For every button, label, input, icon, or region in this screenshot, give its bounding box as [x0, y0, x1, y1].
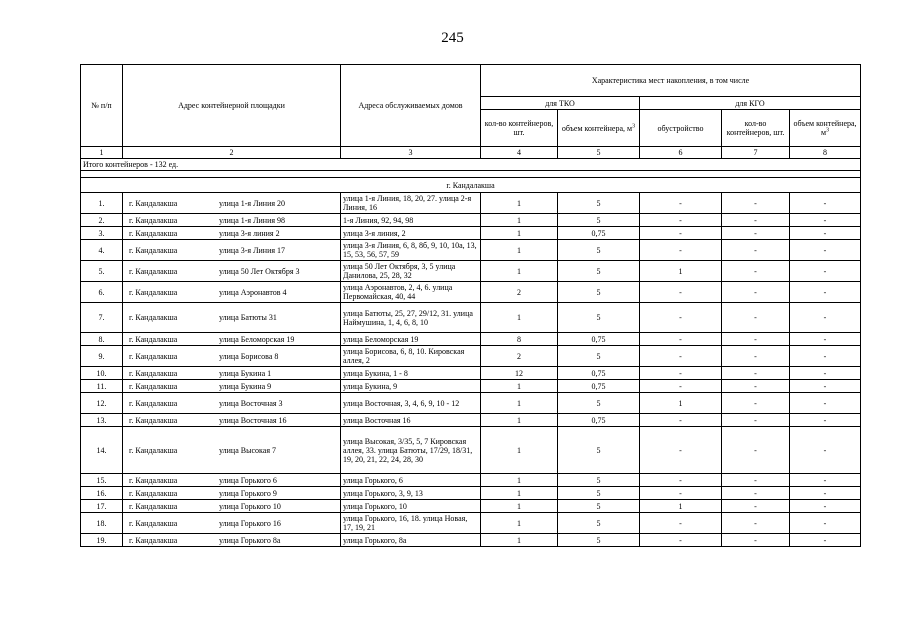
- site-city: г. Кандалакша: [129, 287, 178, 297]
- table-row: [81, 474, 861, 487]
- kgo-volume: -: [790, 534, 861, 547]
- site-city: г. Кандалакша: [129, 501, 178, 511]
- site-city: г. Кандалакша: [129, 398, 178, 408]
- kgo-setup: -: [640, 487, 722, 500]
- kgo-count: -: [722, 240, 790, 261]
- site-address: [123, 227, 341, 240]
- table-row: [81, 193, 861, 214]
- column-number: 4: [481, 147, 558, 159]
- kgo-count: -: [722, 513, 790, 534]
- row-number: 7.: [81, 303, 123, 333]
- table-row: [81, 333, 861, 346]
- tko-volume: 0,75: [558, 380, 640, 393]
- kgo-count: -: [722, 393, 790, 414]
- site-city: г. Кандалакша: [129, 334, 178, 344]
- site-street: улица Букина 1: [219, 368, 272, 378]
- kgo-setup: -: [640, 214, 722, 227]
- kgo-volume: -: [790, 227, 861, 240]
- header-row-1: [81, 65, 861, 97]
- tko-count: 1: [481, 261, 558, 282]
- row-number: 11.: [81, 380, 123, 393]
- table-row: [81, 261, 861, 282]
- kgo-count: -: [722, 534, 790, 547]
- site-city: г. Кандалакша: [129, 245, 178, 255]
- kgo-volume: -: [790, 346, 861, 367]
- tko-count: 1: [481, 487, 558, 500]
- table-row: [81, 414, 861, 427]
- served-houses: улица Высокая, 3/35, 5, 7 Кировская аллея, 33. улица Батюты, 17/29, 18/31, 19, 20, 21, 22, 24, 28, 30: [341, 427, 481, 474]
- table-row: [81, 227, 861, 240]
- served-houses: улица Горького, 6: [341, 474, 481, 487]
- total-row: [81, 159, 861, 171]
- site-street: улица Горького 9: [219, 488, 277, 498]
- site-city: г. Кандалакша: [129, 266, 178, 276]
- row-number: 5.: [81, 261, 123, 282]
- site-address: [123, 261, 341, 282]
- table-row: [81, 500, 861, 513]
- tko-volume: 5: [558, 487, 640, 500]
- kgo-count: -: [722, 193, 790, 214]
- site-address: [123, 346, 341, 367]
- tko-volume: 0,75: [558, 227, 640, 240]
- site-street: улица Горького 16: [219, 518, 281, 528]
- kgo-setup: 1: [640, 393, 722, 414]
- kgo-setup: -: [640, 474, 722, 487]
- column-number: 7: [722, 147, 790, 159]
- tko-count: 8: [481, 333, 558, 346]
- row-number: 12.: [81, 393, 123, 414]
- table-row: [81, 427, 861, 474]
- tko-count: 1: [481, 393, 558, 414]
- tko-count: 1: [481, 414, 558, 427]
- tko-count: 2: [481, 346, 558, 367]
- site-street: улица Беломорская 19: [219, 334, 295, 344]
- site-city: г. Кандалакша: [129, 313, 178, 322]
- site-street: улица Восточная 3: [219, 398, 283, 408]
- row-number: 14.: [81, 427, 123, 474]
- tko-volume: 5: [558, 534, 640, 547]
- site-address: [123, 303, 341, 333]
- table-row: [81, 346, 861, 367]
- header-kgo-volume-text: объем контейнера, м: [793, 119, 857, 137]
- tko-count: 1: [481, 380, 558, 393]
- tko-volume: 5: [558, 240, 640, 261]
- header-kgo-setup: обустройство: [640, 110, 722, 147]
- column-number: 3: [341, 147, 481, 159]
- header-col-site: Адрес контейнерной площадки: [123, 65, 341, 147]
- served-houses: улица Горького, 16, 18. улица Новая, 17, 19, 21: [341, 513, 481, 534]
- served-houses: улица Аэронавтов, 2, 4, 6. улица Первомайская, 40, 44: [341, 282, 481, 303]
- page-number: 245: [441, 30, 464, 46]
- served-houses: улица Батюты, 25, 27, 29/12, 31. улица Наймушина, 1, 4, 6, 8, 10: [341, 303, 481, 333]
- site-street: улица 1-я Линия 98: [219, 215, 286, 225]
- site-street: улица Горького 6: [219, 475, 277, 485]
- kgo-setup: -: [640, 380, 722, 393]
- kgo-setup: -: [640, 333, 722, 346]
- kgo-volume: -: [790, 214, 861, 227]
- tko-count: 1: [481, 227, 558, 240]
- kgo-count: -: [722, 227, 790, 240]
- kgo-count: -: [722, 282, 790, 303]
- kgo-setup: -: [640, 414, 722, 427]
- kgo-count: -: [722, 333, 790, 346]
- site-address: [123, 534, 341, 547]
- table-row: [81, 380, 861, 393]
- total-label: Итого контейнеров - 132 ед.: [81, 159, 861, 171]
- kgo-volume: -: [790, 513, 861, 534]
- kgo-count: -: [722, 414, 790, 427]
- header-characteristics: Характеристика мест накопления, в том числе: [481, 65, 861, 97]
- kgo-volume: -: [790, 414, 861, 427]
- tko-count: 1: [481, 534, 558, 547]
- row-number: 10.: [81, 367, 123, 380]
- kgo-volume: -: [790, 393, 861, 414]
- kgo-setup: -: [640, 427, 722, 474]
- table-row: [81, 513, 861, 534]
- header-tko-volume: [558, 110, 640, 147]
- city-section-label: г. Кандалакша: [81, 178, 861, 193]
- tko-volume: 5: [558, 513, 640, 534]
- served-houses: улица Горького, 8а: [341, 534, 481, 547]
- kgo-volume: -: [790, 427, 861, 474]
- served-houses: улица Горького, 10: [341, 500, 481, 513]
- site-street: улица Борисова 8: [219, 351, 279, 361]
- table-row: [81, 240, 861, 261]
- tko-count: 1: [481, 513, 558, 534]
- kgo-count: -: [722, 214, 790, 227]
- row-number: 3.: [81, 227, 123, 240]
- site-street: улица Высокая 7: [219, 445, 277, 455]
- site-city: г. Кандалакша: [129, 415, 178, 425]
- site-street: улица Горького 8а: [219, 535, 281, 545]
- column-number: 8: [790, 147, 861, 159]
- site-address: [123, 193, 341, 214]
- row-number: 18.: [81, 513, 123, 534]
- tko-volume: 5: [558, 214, 640, 227]
- served-houses: улица 50 Лет Октября, 3, 5 улица Данилова, 25, 28, 32: [341, 261, 481, 282]
- row-number: 13.: [81, 414, 123, 427]
- kgo-volume: -: [790, 303, 861, 333]
- kgo-setup: -: [640, 240, 722, 261]
- tko-count: 1: [481, 214, 558, 227]
- table-row: [81, 534, 861, 547]
- tko-volume: 0,75: [558, 414, 640, 427]
- tko-volume: 5: [558, 393, 640, 414]
- site-address: [123, 214, 341, 227]
- tko-volume: 5: [558, 500, 640, 513]
- tko-volume: 5: [558, 261, 640, 282]
- table-row: [81, 214, 861, 227]
- served-houses: 1-я Линия, 92, 94, 98: [341, 214, 481, 227]
- header-kgo-count: кол-во контейнеров, шт.: [722, 110, 790, 147]
- site-street: улица Батюты 31: [219, 313, 277, 322]
- served-houses: улица 3-я линия, 2: [341, 227, 481, 240]
- site-street: улица Горького 10: [219, 501, 281, 511]
- site-address: [123, 513, 341, 534]
- site-city: г. Кандалакша: [129, 368, 178, 378]
- kgo-volume: -: [790, 333, 861, 346]
- kgo-volume: -: [790, 240, 861, 261]
- row-number: 9.: [81, 346, 123, 367]
- header-tko-volume-text: объем контейнера, м: [561, 123, 633, 133]
- site-address: [123, 367, 341, 380]
- kgo-volume: -: [790, 380, 861, 393]
- column-number-row: [81, 147, 861, 159]
- site-city: г. Кандалакша: [129, 445, 178, 455]
- kgo-count: -: [722, 367, 790, 380]
- kgo-setup: -: [640, 227, 722, 240]
- tko-count: 2: [481, 282, 558, 303]
- kgo-volume: -: [790, 282, 861, 303]
- served-houses: улица Восточная, 3, 4, 6, 9, 10 - 12: [341, 393, 481, 414]
- row-number: 15.: [81, 474, 123, 487]
- header-kgo: для КГО: [640, 97, 861, 110]
- header-col-houses: Адреса обслуживаемых домов: [341, 65, 481, 147]
- site-street: улица Восточная 16: [219, 415, 287, 425]
- tko-count: 1: [481, 303, 558, 333]
- site-city: г. Кандалакша: [129, 518, 178, 528]
- kgo-setup: -: [640, 513, 722, 534]
- tko-volume: 5: [558, 193, 640, 214]
- served-houses: улица Горького, 3, 9, 13: [341, 487, 481, 500]
- served-houses: улица 1-я Линия, 18, 20, 27. улица 2-я Линия, 16: [341, 193, 481, 214]
- header-kgo-volume: [790, 110, 861, 147]
- tko-volume: 5: [558, 346, 640, 367]
- site-street: улица 1-я Линия 20: [219, 198, 286, 208]
- site-city: г. Кандалакша: [129, 351, 178, 361]
- kgo-setup: -: [640, 282, 722, 303]
- kgo-setup: -: [640, 303, 722, 333]
- column-number: 6: [640, 147, 722, 159]
- served-houses: улица Беломорская 19: [341, 333, 481, 346]
- site-city: г. Кандалакша: [129, 198, 178, 208]
- kgo-count: -: [722, 261, 790, 282]
- served-houses: улица Борисова, 6, 8, 10. Кировская аллея, 2: [341, 346, 481, 367]
- site-city: г. Кандалакша: [129, 488, 178, 498]
- table-row: [81, 303, 861, 333]
- row-number: 4.: [81, 240, 123, 261]
- site-city: г. Кандалакша: [129, 535, 178, 545]
- kgo-count: -: [722, 500, 790, 513]
- site-address: [123, 333, 341, 346]
- site-address: [123, 500, 341, 513]
- kgo-setup: -: [640, 367, 722, 380]
- site-street: улица Букина 9: [219, 381, 272, 391]
- tko-volume: 5: [558, 303, 640, 333]
- tko-volume: 5: [558, 427, 640, 474]
- kgo-count: -: [722, 346, 790, 367]
- site-city: г. Кандалакша: [129, 381, 178, 391]
- site-address: [123, 393, 341, 414]
- served-houses: улица 3-я Линия, 6, 8, 8б, 9, 10, 10а, 13, 15, 53, 56, 57, 59: [341, 240, 481, 261]
- kgo-count: -: [722, 474, 790, 487]
- kgo-volume: -: [790, 367, 861, 380]
- site-street: улица 3-я Линия 17: [219, 245, 286, 255]
- row-number: 6.: [81, 282, 123, 303]
- tko-count: 1: [481, 474, 558, 487]
- column-number: 5: [558, 147, 640, 159]
- kgo-count: -: [722, 303, 790, 333]
- column-number: 2: [123, 147, 341, 159]
- kgo-volume: -: [790, 500, 861, 513]
- tko-volume: 0,75: [558, 333, 640, 346]
- site-city: г. Кандалакша: [129, 475, 178, 485]
- tko-count: 1: [481, 240, 558, 261]
- row-number: 2.: [81, 214, 123, 227]
- tko-count: 1: [481, 500, 558, 513]
- kgo-volume: -: [790, 487, 861, 500]
- table-row: [81, 282, 861, 303]
- city-section-row: [81, 178, 861, 193]
- table-row: [81, 393, 861, 414]
- kgo-setup: -: [640, 346, 722, 367]
- table-row: [81, 487, 861, 500]
- spacer-cell: [81, 171, 861, 178]
- header-col-no: № п/п: [81, 65, 123, 147]
- site-address: [123, 427, 341, 474]
- site-address: [123, 474, 341, 487]
- site-address: [123, 380, 341, 393]
- tko-volume: 5: [558, 474, 640, 487]
- table-row: [81, 367, 861, 380]
- header-tko-count: кол-во контейнеров, шт.: [481, 110, 558, 147]
- kgo-setup: 1: [640, 500, 722, 513]
- register-table: [80, 64, 861, 547]
- kgo-setup: 1: [640, 261, 722, 282]
- row-number: 16.: [81, 487, 123, 500]
- site-address: [123, 414, 341, 427]
- tko-volume: 5: [558, 282, 640, 303]
- kgo-count: -: [722, 487, 790, 500]
- column-number: 1: [81, 147, 123, 159]
- spacer-row: [81, 171, 861, 178]
- register-table-body: [81, 65, 861, 547]
- kgo-setup: -: [640, 534, 722, 547]
- tko-count: 12: [481, 367, 558, 380]
- row-number: 8.: [81, 333, 123, 346]
- site-street: улица 50 Лет Октября 3: [219, 266, 300, 276]
- served-houses: улица Восточная 16: [341, 414, 481, 427]
- kgo-volume: -: [790, 193, 861, 214]
- kgo-count: -: [722, 380, 790, 393]
- site-city: г. Кандалакша: [129, 215, 178, 225]
- site-city: г. Кандалакша: [129, 228, 178, 238]
- site-street: улица Аэронавтов 4: [219, 287, 287, 297]
- site-street: улица 3-я линия 2: [219, 228, 280, 238]
- superscript-3: 3: [826, 127, 830, 134]
- header-tko: для ТКО: [481, 97, 640, 110]
- row-number: 17.: [81, 500, 123, 513]
- site-address: [123, 487, 341, 500]
- tko-count: 1: [481, 193, 558, 214]
- served-houses: улица Букина, 9: [341, 380, 481, 393]
- row-number: 19.: [81, 534, 123, 547]
- superscript-3: 3: [632, 122, 636, 129]
- kgo-volume: -: [790, 261, 861, 282]
- kgo-count: -: [722, 427, 790, 474]
- row-number: 1.: [81, 193, 123, 214]
- tko-volume: 0,75: [558, 367, 640, 380]
- served-houses: улица Букина, 1 - 8: [341, 367, 481, 380]
- site-address: [123, 282, 341, 303]
- site-address: [123, 240, 341, 261]
- tko-count: 1: [481, 427, 558, 474]
- kgo-setup: -: [640, 193, 722, 214]
- kgo-volume: -: [790, 474, 861, 487]
